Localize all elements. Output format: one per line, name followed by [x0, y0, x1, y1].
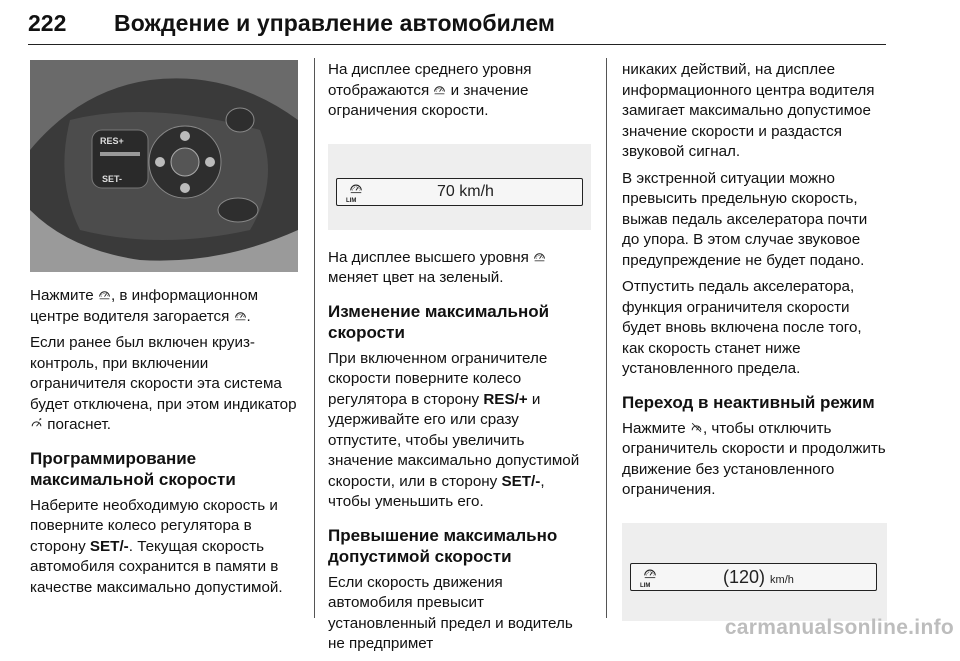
heading-programming: Программирование максимальной скорости [30, 448, 236, 489]
res-label: RES+ [100, 136, 124, 146]
inactive-speed-value: (120) [723, 566, 766, 587]
limiter-icon [234, 309, 247, 322]
column-2: На дисплее среднего уровня отображаются и значение ограничения скорости. LIM 70 km/h На дисплее высшего уровня меняет цвет на зеленый. Изменение максимальной скорости При включенном ограничителе скорости поверните колесо регулятора в сторону RES/+ и удерживайте его или сразу отпустите, чтобы увеличить значение максимально допустимой скорости, или в сторону SET/-, чтобы уменьшить его. Превышение максимально допустимой скорости Если скорость движения автомобиля превысит установленный предел и водитель не предпримет [328, 60, 591, 661]
cruise-control-icon [30, 417, 43, 430]
column-divider [314, 58, 315, 618]
inactive-display [622, 523, 887, 621]
mid-level-display [328, 144, 591, 230]
limiter-icon [343, 181, 369, 203]
speed-unit: km/h [770, 573, 794, 586]
column-3: никаких действий, на дисплее информационного центра водителя замигает максимально допустимое значение скорости и раздастся звуковой сигнал. В экстренной ситуации можно превысить предельную скорость, выжав педаль акселератора почти до упора. В этом случае звуковое предупреждение не будет подано. Отпустить педаль акселератора, функция ограничителя скорости будет вновь включена после того, как скорость станет ниже установленного предела. Переход в неактивный режим Нажмите , чтобы отключить ограничитель скорости и продолжить движение без установленного ограничения. LIM (120) km/h [622, 60, 887, 621]
svg-text:LIM: LIM [346, 197, 357, 203]
set-label: SET- [102, 174, 123, 184]
limiter-icon [533, 250, 546, 263]
limiter-icon [637, 566, 663, 588]
limiter-icon [433, 83, 446, 96]
column-1: RES+ SET- Нажмите , в информационном центре водителя загорается . Если ранее был включен круиз-контроль, при включении ограничителя скорости эта система будет отключена, при этом индикатор погаснет. Программирование максимальной скорости Наберите необходимую скорость и поверните колесо регулятора в сторону SET/-. Текущая скорость автомобиля сохранится в памяти в качестве максимально допустимой. [30, 60, 302, 604]
heading-inactive-mode: Переход в неактивный режим [622, 392, 875, 412]
limiter-icon [98, 288, 111, 301]
limiter-off-icon [690, 421, 703, 434]
page-number: 222 [28, 10, 67, 36]
heading-exceed-speed: Превышение максимально допустимой скорости [328, 525, 558, 566]
heading-change-speed: Изменение максимальной скорости [328, 301, 550, 342]
speed-limit-value: 70 km/h [437, 182, 494, 200]
watermark: carmanualsonline.info [724, 616, 954, 639]
steering-wheel-controls-photo [30, 60, 298, 272]
page-title: Вождение и управление автомобилем [114, 10, 556, 36]
svg-text:LIM: LIM [640, 582, 651, 588]
column-divider [606, 58, 607, 618]
page-header [28, 10, 886, 45]
